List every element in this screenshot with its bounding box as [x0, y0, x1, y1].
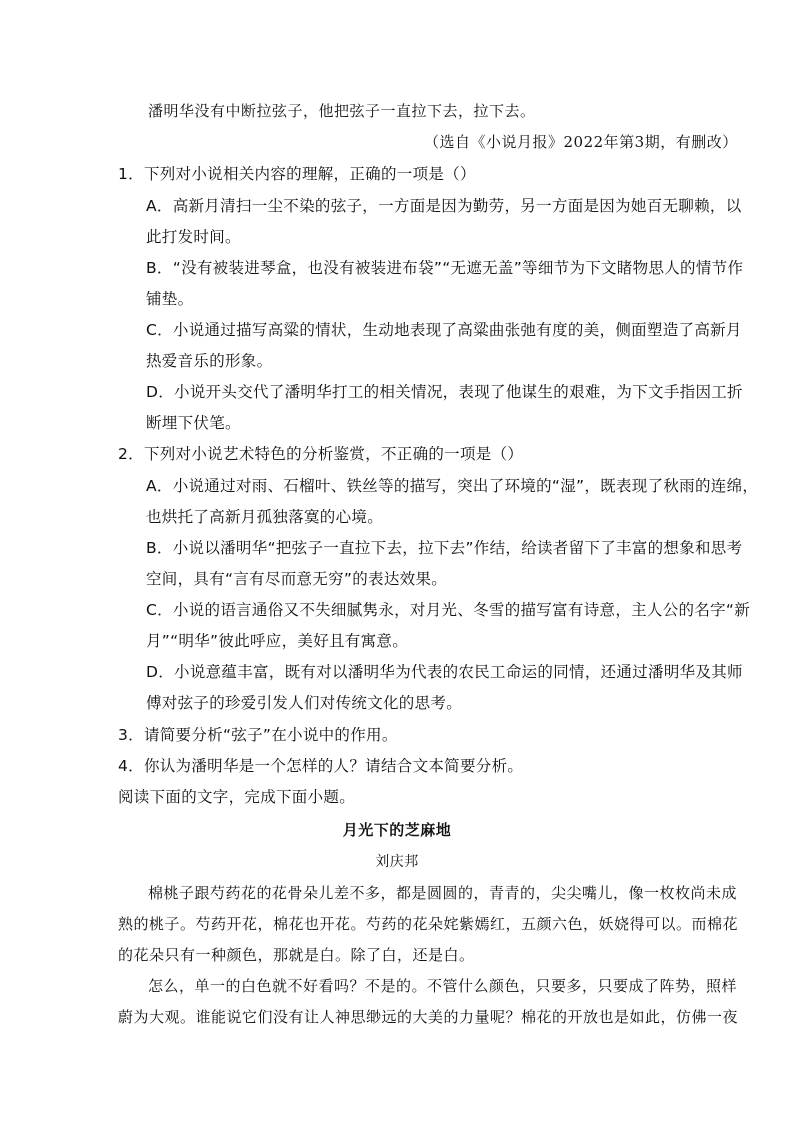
passage-author: 刘庆邦: [375, 854, 419, 870]
passage-paragraph-line: 棉桃子跟芍药花的花骨朵儿差不多，都是圆圆的，青青的，尖尖嘴儿，像一枚枚尚未成: [148, 884, 738, 902]
question-2-option-a: A．小说通过对雨、石榴叶、铁丝等的描写，突出了环境的“湿”，既表现了秋雨的连绵，: [146, 477, 759, 495]
question-4-stem: 4．你认为潘明华是一个怎样的人？请结合文本简要分析。: [118, 757, 524, 775]
question-1-option-c-cont: 热爱音乐的形象。: [146, 352, 273, 370]
question-2-option-b-cont: 空间，具有“言有尽而意无穷”的表达效果。: [146, 570, 448, 588]
question-1-option-d-cont: 断埋下伏笔。: [146, 414, 241, 432]
question-3-stem: 3．请简要分析“弦子”在小说中的作用。: [118, 726, 398, 744]
question-2-option-a-cont: 也烘托了高新月孤独落寞的心境。: [146, 508, 384, 526]
question-2-option-d-cont: 傅对弦子的珍爱引发人们对传统文化的思考。: [146, 694, 463, 712]
passage-paragraph-line: 的花朵只有一种颜色，那就是白。除了白，还是白。: [118, 946, 475, 964]
passage-paragraph-line: 蔚为大观。谁能说它们没有让人神思缈远的大美的力量呢？棉花的开放也是如此，仿佛一夜: [118, 1008, 739, 1026]
question-2-option-c-cont: 月”“明华”彼此呼应，美好且有寓意。: [146, 632, 408, 650]
passage-closing-line: 潘明华没有中断拉弦子，他把弦子一直拉下去，拉下去。: [148, 102, 536, 120]
question-1-option-a: A．高新月清扫一尘不染的弦子，一方面是因为勤劳，另一方面是因为她百无聊赖，以: [146, 197, 742, 215]
question-2-stem: 2．下列对小说艺术特色的分析鉴赏，不正确的一项是（）: [118, 445, 524, 463]
question-1-option-d: D．小说开头交代了潘明华打工的相关情况，表现了他谋生的艰难，为下文手指因工折: [146, 383, 743, 401]
passage-source: （选自《小说月报》2022年第3期，有删改）: [424, 133, 738, 151]
passage-paragraph-line: 怎么，单一的白色就不好看吗？不是的。不管什么颜色，只要多，只要成了阵势，照样: [148, 977, 738, 995]
passage-paragraph-line: 熟的桃子。芍药开花，棉花也开花。芍药的花朵姹紫嫣红，五颜六色，妖娆得可以。而棉花: [118, 915, 739, 933]
passage-title: 月光下的芝麻地: [342, 821, 452, 839]
question-1-stem: 1．下列对小说相关内容的理解，正确的一项是（）: [118, 165, 476, 183]
question-1-option-a-cont: 此打发时间。: [146, 228, 241, 246]
question-1-option-b: B．“没有被装进琴盒，也没有被装进布袋”“无遮无盖”等细节为下文睹物思人的情节作: [146, 259, 744, 277]
question-2-option-c: C．小说的语言通俗又不失细腻隽永，对月光、冬雪的描写富有诗意，主人公的名字“新: [146, 601, 751, 619]
question-1-option-c: C．小说通过描写高粱的情状，生动地表现了高粱曲张弛有度的美，侧面塑造了高新月: [146, 321, 742, 339]
question-2-option-b: B．小说以潘明华“把弦子一直拉下去，拉下去”作结，给读者留下了丰富的想象和思考: [146, 539, 743, 557]
reading-instruction: 阅读下面的文字，完成下面小题。: [118, 788, 356, 806]
question-2-option-d: D．小说意蕴丰富，既有对以潘明华为代表的农民工命运的同情，还通过潘明华及其师: [146, 663, 743, 681]
question-1-option-b-cont: 铺垫。: [146, 290, 194, 308]
